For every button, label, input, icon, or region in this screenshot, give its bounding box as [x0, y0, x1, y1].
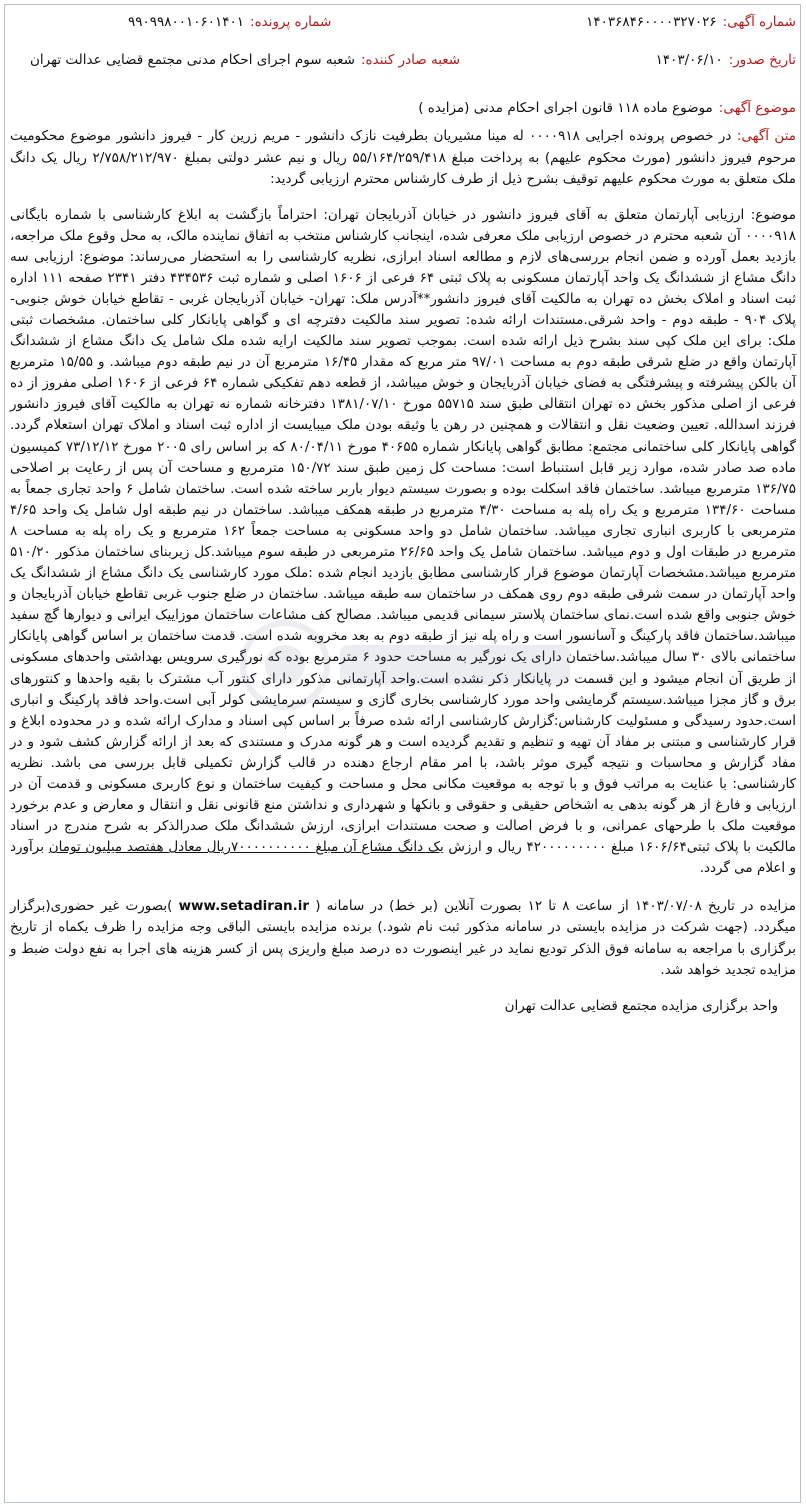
notice-subject — [10, 100, 796, 116]
subject-label: موضوع آگهی: — [718, 100, 796, 116]
auction-text-1: مزایده در تاریخ ۱۴۰۳/۰۷/۰۸ از ساعت ۸ تا ۱۲ بصورت آنلاین (بر خط) در سامانه ( — [315, 897, 796, 914]
notice-footer: واحد برگزاری مزایده مجتمع قضایی عدالت تهران — [504, 997, 778, 1014]
ad-number-label: شماره آگهی: — [722, 14, 796, 30]
notice-intro — [10, 126, 796, 191]
header-row-2 — [10, 46, 796, 74]
case-number-value: ۹۹۰۹۹۸۰۰۱۰۶۰۱۴۰۱ — [128, 14, 245, 30]
report-tail: برآورد و اعلام می گردد. — [10, 839, 796, 877]
ad-number — [586, 14, 796, 30]
issuer — [30, 52, 460, 68]
issue-date-label: تاریخ صدور: — [728, 52, 796, 68]
subject-text: موضوع ماده ۱۱۸ قانون اجرای احکام مدنی (مزایده ) — [418, 100, 713, 116]
case-number-label: شماره پرونده: — [250, 14, 332, 30]
header-row-1 — [10, 8, 796, 36]
intro-text: در خصوص پرونده اجرایی ۰۰۰۰۹۱۸ له مینا مشیریان بطرفیت نازک دانشور - مریم زرین کار - فیروز دانشور موضوع محکومیت مرحوم فیروز دانشور (مورث محکوم علیهم) به پرداخت مبلغ ۵۵/۱۶۴/۲۵۹/۴۱۸ ریال و نیم عشر دولتی بمبلغ ۲/۷۵۸/۲۱۲/۹۷۰ ریال یک دانگ ملک متعلق به مورث محکوم علیهم توقیف بشرح ذیل از طرف کارشناس محترم ارزیابی گردید: — [10, 128, 797, 187]
expert-report — [10, 205, 796, 880]
issuer-label: شعبه صادر کننده: — [360, 52, 461, 68]
report-valuation: یک دانگ مشاع آن مبلغ ۷۰۰۰۰۰۰۰۰۰۰ریال معادل هفتصد میلیون تومان — [48, 839, 444, 856]
case-number — [128, 14, 331, 30]
auction-details — [10, 896, 796, 982]
report-text: موضوع: ارزیابی آپارتمان متعلق به آقای فیروز دانشور در خیابان آذربایجان تهران: احتراماً بازگشت به ابلاغ کارشناسی با شماره بایگانی ۰۰۰۰۹۱۸ آن شعبه محترم در خصوص ارزیابی ملک معرفی شده، اینجانب کارشناس منتخب به اتفاق نماینده مالک، به محل وقوع ملک مراجعه، بازدید بعمل آورده و ضمن انجام بررسی‌های لازم و مطالعه اسناد ابرازی، نظریه کارشناسی را به استحضار می‌رساند: موضوع: ارزیابی سه دانگ مشاع از ششدانگ یک واحد آپارتمان مسکونی به پلاک ثبتی ۶۴ فرعی از ۱۶۰۶ اصلی و شماره ثبت ۴۳۴۵۳۶ دفتر ۲۳۴۱ صفحه ۱۱۱ اداره ثبت اسناد و املاک بخش ده تهران به مالکیت آقای فیروز دانشور**آدرس ملک: تهران- خیابان آذربایجان غربی - تقاطع خیابان خوش جنوبی-پلاک ۹۰۴ - طبقه دوم - واحد شرقی.مستندات ارائه شده: تصویر سند مالکیت دفترچه ای و گواهی پایانکار کلی ساختمان. مشخصات ثبتی ملک: برای این ملک کپی سند بشرح ذیل ارائه شده است. بموجب تصویر سند مالکیت ارایه شده ملک شامل یک دانگ مشاع از ششدانگ آپارتمان واقع در ضلع شرقی طبقه دوم به مساحت ۹۷/۰۱ متر مربع که مقدار ۱۶/۴۵ مترمربع آن در نیم طبقه دوم میباشد. و ۱۵/۵۵ مترمربع آن بالکن پیشرفته و پیشرفتگی به فضای خیابان آذربایجان و خوش میباشد، از قطعه دهم تفکیکی شماره ۶۴ فرعی از ۱۶۰۶ اصلی مفروز از ده فرعی از اصلی مذکور بخش ده تهران انتقالی طبق سند ۵۵۷۱۵ مورخ ۱۳۸۱/۰۷/۱۰ دفترخانه شماره نه تهران به مالکیت آقای فیروز دانشور فرزند اسدالله. تعیین وضعیت نقل و انتقالات و همچنین در رهن یا وثیقه بودن ملک میبایست از اداره ثبت اسناد و املاک تهران استعلام گردد. گواهی پایانکار کلی ساختمانی مجتمع: مطابق گواهی پایانکار شماره ۴۰۶۵۵ مورخ ۸۰/۰۴/۱۱ که بر اساس رای ۲۰۰۵ مورخ ۷۳/۱۲/۱۲ کمیسیون ماده صد صادر شده، موارد زیر قابل استنباط است: مساحت کل زمین طبق سند ۱۵۰/۷۲ مترمربع و مساحت آن پس از رعایت بر اصلاحی ۱۳۶/۷۵ مترمربع میباشد. ساختمان فاقد اسکلت بوده و بصورت سیستم دیوار باربر ساخته شده است. ساختمان شامل ۶ واحد تجاری جمعاً به مساحت ۱۳۴/۶۰ مترمربع و یک راه پله به مساحت ۴/۳۰ مترمربع در طبقه همکف میباشد. ساختمان در نیم طبقه اول شامل یک واحد ۴/۶۵ مترمربعی با کاربری انباری تجاری میباشد. ساختمان شامل دو واحد مسکونی به مساحت جمعاً ۱۶۲ مترمربع و یک راه پله به مساحت ۸ مترمربع در طبقات اول و دوم میباشد. ساختمان شامل یک واحد ۲۶/۶۵ مترمربعی در طبقه سوم میباشد.کل زیربنای ساختمان مذکور ۵۱۰/۲۰ مترمربع میباشد.مشخصات آپارتمان موضوع قرار کارشناسی مطابق بازدید انجام شده :ملک مورد کارشناسی یک دانگ مشاع از ششدانگ یک واحد آپارتمان در سمت شرقی طبقه دوم روی همکف در ساختمان سه طبقه میباشد. ساختمان در ضلع جنوب غربی تقاطع خیابان آذربایجان و خوش جنوبی واقع شده است.نمای ساختمان پلاستر سیمانی قدیمی میباشد. مصالح کف مشاعات ساختمان موزاییک ایرانی و دیوارها گچ سفید میباشد.ساختمان فاقد پارکینگ و آسانسور است و راه پله نیز از طبقه دوم به بعد مخروبه شده است. قدمت ساختمان بر اساس گواهی پایانکار ساختمانی بالای ۳۰ سال میباشد.ساختمان دارای یک نورگیر به مساحت حدود ۶ مترمربع بوده که نورگیری سرویس بهداشتی واحدهای مسکونی از طریق آن انجام میشود و این قسمت در پایانکار ذکر نشده است.واحد آپارتمانی مذکور دارای کنتور آب مشترک با بقیه واحدها و کنتورهای برق و گاز مجزا میباشد.سیستم گرمایشی واحد مورد کارشناسی بخاری گازی و سیستم سرمایشی کولر آبی است.واحد فاقد پارکینگ و انباری است.حدود رسیدگی و مسئولیت کارشناس:گزارش کارشناسی ارائه شده صرفاً بر اساس کپی اسناد و مدارک ارائه شده و در محدوده ابلاغ و قرار کارشناسی و مبتنی بر مفاد آن تهیه و تنظیم و تقدیم گردیده است و هر گونه مدرک و مستندی که بعد از ارائه گزارش کشف شود و در مفاد گزارش و محاسبات و نتیجه گیری موثر باشد، با امر مقام ارجاع دهنده در قالب گزارش تکمیلی قابل بررسی می باشد. نظریه کارشناسی: با عنایت به مراتب فوق و با توجه به موقعیت مکانی محل و مساحت و کیفیت ساختمان و نوع کاربری مسکونی و قدمت آن در ارزیابی و فارغ از هر گونه بدهی به اشخاص حقیقی و حقوقی و بانکها و شهرداری و نداشتن منع قانونی نقل و انتقال و معارض و عدم برخورد موقعیت ملک با طرحهای عمرانی، و با فرض اصالت و صحت مستندات ابرازی، ارزش ششدانگ ملک صدرالذکر به شرح مندرج در اسناد مالکیت با پلاک ثبتی۱۶۰۶/۶۴ مبلغ ۴۲۰۰۰۰۰۰۰۰۰ ریال و ارزش — [10, 206, 797, 856]
issuer-value: شعبه سوم اجرای احکام مدنی مجتمع قضایی عدالت تهران — [30, 52, 355, 68]
intro-label: متن آگهی: — [736, 128, 797, 144]
auction-text-2: )بصورت غیر حضوری(برگزار میگردد. (جهت شرکت در مزایده بایستی در سامانه مذکور ثبت نام شود.) برنده مزایده بایستی الباقی وجه مزایده را ظرف یکماه از تاریخ برگزاری با مراجعه به سامانه فوق الذکر تودیع نماید در غیر اینصورت ده درصد مبلغ واریزی پس از کسر هزینه های اجرا به نفع دولت ضبط و مزایده تجدید خواهد شد. — [10, 897, 796, 978]
issue-date-value: ۱۴۰۳/۰۶/۱۰ — [655, 52, 723, 68]
auction-website-link[interactable]: www.setadiran.ir — [178, 897, 310, 914]
issue-date — [656, 52, 796, 68]
ad-number-value: ۱۴۰۳۶۸۴۶۰۰۰۰۳۲۷۰۲۶ — [586, 14, 717, 30]
